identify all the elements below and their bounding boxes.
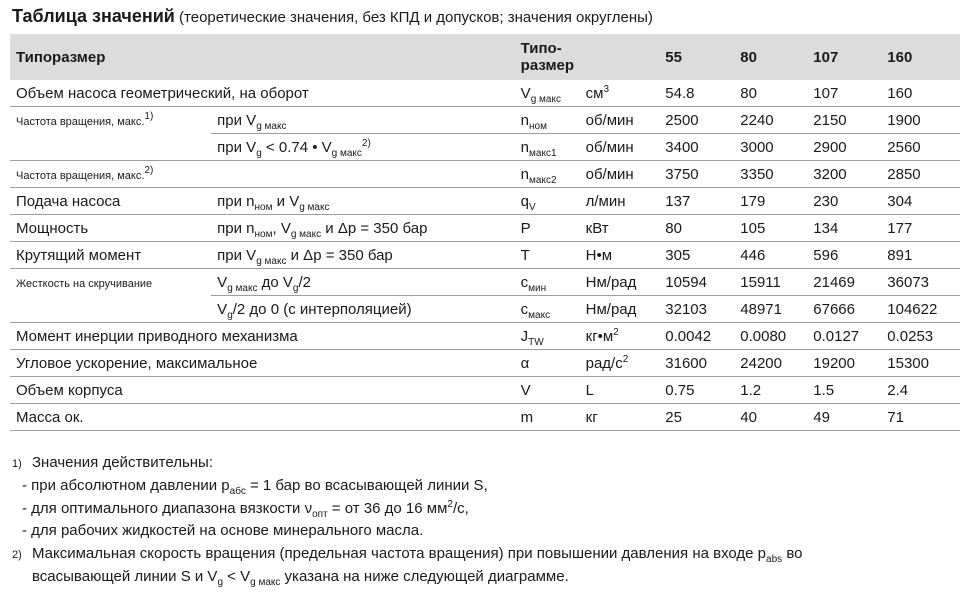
footnote-text: всасывающей линии S и V (32, 568, 218, 586)
cell-value: 179 (734, 188, 807, 215)
row-label: Угловое ускорение, максимальное (10, 350, 515, 377)
header-size-160: 160 (881, 34, 960, 80)
sym-main: q (520, 192, 530, 210)
sym-main: V (520, 84, 531, 102)
cond-text: при V (217, 138, 257, 156)
cond-text: и V (272, 192, 300, 210)
unit-sup: 3 (603, 83, 609, 95)
row-symbol (515, 269, 580, 296)
cell-value: 2150 (807, 107, 881, 134)
footnote-1-head (12, 452, 802, 475)
label-text: Частота вращения, макс. (16, 169, 145, 182)
cell-value: 36073 (881, 269, 960, 296)
row-label: Объем насоса геометрический, на оборот (10, 80, 515, 107)
cell-value: 80 (659, 215, 734, 242)
row-speed-max1 (10, 134, 960, 161)
cell-value: 160 (881, 80, 960, 107)
cond-text: при n (217, 219, 255, 237)
footnote-1-bullet-1 (12, 475, 802, 497)
header-size-line1: Типо- (520, 40, 562, 57)
row-unit: Н•м (580, 242, 660, 269)
cell-value: 15911 (734, 269, 807, 296)
row-accel (10, 350, 960, 377)
unit-sup: 2 (613, 326, 619, 338)
footnote-text: Значения действительны: (32, 454, 214, 471)
cell-value: 48971 (734, 296, 807, 323)
cond-text: V (217, 300, 228, 318)
row-inertia (10, 323, 960, 350)
sym-main: J (520, 327, 529, 345)
cell-value: 305 (659, 242, 734, 269)
row-condition (211, 188, 515, 215)
header-size-label-2 (515, 34, 660, 80)
row-label (10, 269, 211, 296)
row-symbol: V (515, 377, 580, 404)
sym-main: c (520, 273, 529, 291)
header-size-107: 107 (807, 34, 881, 80)
row-unit (580, 350, 660, 377)
cell-value: 3400 (659, 134, 734, 161)
row-unit: кг (580, 404, 660, 431)
sym-sub: TW (528, 336, 544, 348)
sym-sub: макс (528, 309, 551, 321)
row-symbol (515, 80, 580, 107)
cond-text: < 0.74 • V (261, 138, 332, 156)
label-sup: 1) (144, 110, 154, 122)
cell-value: 19200 (807, 350, 881, 377)
sym-sub: макс2 (529, 174, 557, 186)
row-symbol: α (515, 350, 580, 377)
cell-value: 3750 (659, 161, 734, 188)
cell-value: 2500 (659, 107, 734, 134)
footnote-sub: g (217, 577, 224, 589)
cell-value: 32103 (659, 296, 734, 323)
cond-sub: g макс (256, 120, 287, 132)
cond-sub: g (292, 282, 299, 294)
row-unit (580, 323, 660, 350)
row-displacement (10, 80, 960, 107)
cell-value: 0.75 (659, 377, 734, 404)
cell-value: 2560 (881, 134, 960, 161)
cond-sub: g макс (299, 201, 330, 213)
cond-sub: g макс (331, 147, 362, 159)
unit-main: см (585, 84, 604, 102)
cell-value: 0.0080 (734, 323, 807, 350)
cell-value: 2.4 (881, 377, 960, 404)
row-unit: об/мин (580, 107, 660, 134)
cell-value: 304 (881, 188, 960, 215)
row-symbol (515, 134, 580, 161)
sym-main: n (520, 165, 530, 183)
cell-value: 0.0042 (659, 323, 734, 350)
row-symbol (515, 323, 580, 350)
footnote-text: - для оптимального диапазона вязкости ν (22, 499, 313, 517)
label-text: Жесткость на скручивание (16, 277, 153, 290)
footnote-1-bullet-2 (12, 498, 802, 520)
row-symbol (515, 161, 580, 188)
row-label: Момент инерции приводного механизма (10, 323, 515, 350)
footnote-text: - для рабочих жидкостей на основе минерального масла. (22, 522, 424, 540)
cond-sub: ном (254, 228, 273, 240)
footnote-1-bullet-3 (12, 520, 802, 542)
footnote-text: /с, (452, 499, 469, 517)
title-subtitle: (теоретические значения, без КПД и допусков; значения округлены) (174, 9, 653, 26)
row-symbol (515, 188, 580, 215)
footnote-sup: 2 (447, 498, 453, 510)
row-label-empty (10, 134, 211, 161)
header-size-80: 80 (734, 34, 807, 80)
cond-sub: g макс (227, 282, 258, 294)
unit-main: рад/с (585, 354, 623, 372)
header-size-line2: размер (520, 57, 575, 74)
sym-sub: V (529, 201, 536, 213)
row-unit: Нм/рад (580, 296, 660, 323)
footnote-text: Максимальная скорость вращения (предельная частота вращения) при повышении давления на входе p (32, 544, 767, 562)
row-flow (10, 188, 960, 215)
row-power (10, 215, 960, 242)
cond-text: при V (217, 246, 257, 264)
cell-value: 2240 (734, 107, 807, 134)
cell-value: 25 (659, 404, 734, 431)
row-label-empty (10, 296, 211, 323)
cell-value: 24200 (734, 350, 807, 377)
row-label: Мощность (10, 215, 211, 242)
values-table (10, 34, 960, 431)
cell-value: 3200 (807, 161, 881, 188)
row-condition (211, 134, 515, 161)
cell-value: 1900 (881, 107, 960, 134)
row-unit: кВт (580, 215, 660, 242)
cond-sub: g (256, 147, 262, 159)
row-unit: л/мин (580, 188, 660, 215)
cell-value: 134 (807, 215, 881, 242)
footnote-2-line-2 (12, 566, 802, 588)
footnote-text: указана на ниже следующей диаграмме. (280, 568, 569, 586)
row-symbol (515, 107, 580, 134)
row-stiffness-min (10, 269, 960, 296)
cell-value: 40 (734, 404, 807, 431)
cell-value: 21469 (807, 269, 881, 296)
cond-sup: 2) (361, 137, 371, 149)
row-torque (10, 242, 960, 269)
row-label (10, 107, 211, 134)
footnote-text: во (782, 544, 803, 562)
footnote-2-line-1 (12, 543, 802, 566)
cond-text: при V (217, 111, 257, 129)
row-symbol: P (515, 215, 580, 242)
header-size-55: 55 (659, 34, 734, 80)
cell-value: 49 (807, 404, 881, 431)
cell-value: 1.2 (734, 377, 807, 404)
row-condition (211, 242, 515, 269)
footnote-number: 2) (12, 548, 22, 561)
cell-value: 596 (807, 242, 881, 269)
cell-value: 137 (659, 188, 734, 215)
row-unit: Нм/рад (580, 269, 660, 296)
cell-value: 1.5 (807, 377, 881, 404)
row-mass (10, 404, 960, 431)
cell-value: 446 (734, 242, 807, 269)
row-symbol: T (515, 242, 580, 269)
cell-value: 3000 (734, 134, 807, 161)
unit-main: кг•м (585, 327, 614, 345)
footnotes (12, 452, 802, 588)
cell-value: 107 (807, 80, 881, 107)
footnote-text: = от 36 до 16 мм (327, 499, 448, 517)
row-label (10, 161, 515, 188)
row-symbol: m (515, 404, 580, 431)
footnote-sub: абс (229, 486, 246, 498)
cond-text: при n (217, 192, 255, 210)
row-condition (211, 107, 515, 134)
sym-sub: g макс (530, 93, 561, 105)
row-volume (10, 377, 960, 404)
cell-value: 2850 (881, 161, 960, 188)
cell-value: 105 (734, 215, 807, 242)
row-symbol (515, 296, 580, 323)
row-label: Объем корпуса (10, 377, 515, 404)
row-label: Подача насоса (10, 188, 211, 215)
row-unit (580, 80, 660, 107)
cell-value: 67666 (807, 296, 881, 323)
cell-value: 3350 (734, 161, 807, 188)
row-speed-nom (10, 107, 960, 134)
cell-value: 31600 (659, 350, 734, 377)
label-text: Частота вращения, макс. (16, 115, 145, 128)
cond-text: до V (257, 273, 293, 291)
row-condition (211, 296, 515, 323)
cond-sub: g (227, 309, 233, 321)
row-condition (211, 269, 515, 296)
cond-text: , V (272, 219, 291, 237)
cell-value: 71 (881, 404, 960, 431)
sym-main: n (520, 138, 530, 156)
row-speed-max2 (10, 161, 960, 188)
header-size-label: Типоразмер (10, 34, 515, 80)
footnote-text: = 1 бар во всасывающей линии S, (245, 477, 488, 495)
row-unit: об/мин (580, 134, 660, 161)
cell-value: 54.8 (659, 80, 734, 107)
sym-sub: ном (529, 120, 547, 132)
cond-text: /2 (298, 273, 311, 291)
sym-sub: макс1 (529, 147, 557, 159)
sym-sub: мин (528, 282, 547, 294)
table-title (12, 6, 653, 27)
row-label: Масса ок. (10, 404, 515, 431)
cond-text: /2 до 0 (с интерполяцией) (232, 300, 412, 318)
cond-text: V (217, 273, 228, 291)
cond-text: и Δp = 350 бар (321, 219, 428, 237)
cell-value: 177 (881, 215, 960, 242)
cond-sub: ном (254, 201, 273, 213)
footnote-sub: abs (766, 553, 783, 565)
cell-value: 0.0253 (881, 323, 960, 350)
title-main: Таблица значений (12, 6, 175, 26)
header-row (10, 34, 960, 80)
sym-main: c (520, 300, 529, 318)
cell-value: 104622 (881, 296, 960, 323)
footnote-sub: g макс (250, 577, 281, 589)
label-sup: 2) (144, 164, 154, 176)
row-unit: об/мин (580, 161, 660, 188)
cell-value: 891 (881, 242, 960, 269)
cell-value: 10594 (659, 269, 734, 296)
cond-text: и Δp = 350 бар (286, 246, 393, 264)
sym-main: n (520, 111, 530, 129)
cell-value: 80 (734, 80, 807, 107)
cell-value: 230 (807, 188, 881, 215)
row-condition (211, 215, 515, 242)
footnote-sub: опт (312, 508, 328, 520)
row-stiffness-max (10, 296, 960, 323)
row-label: Крутящий момент (10, 242, 211, 269)
row-unit: L (580, 377, 660, 404)
cell-value: 2900 (807, 134, 881, 161)
cond-sub: g макс (256, 255, 287, 267)
cond-sub: g макс (290, 228, 322, 240)
cell-value: 15300 (881, 350, 960, 377)
unit-sup: 2 (622, 353, 629, 365)
footnote-text: - при абсолютном давлении p (22, 477, 230, 495)
cell-value: 0.0127 (807, 323, 881, 350)
footnote-number: 1) (12, 458, 22, 470)
footnote-text: < V (223, 568, 251, 586)
